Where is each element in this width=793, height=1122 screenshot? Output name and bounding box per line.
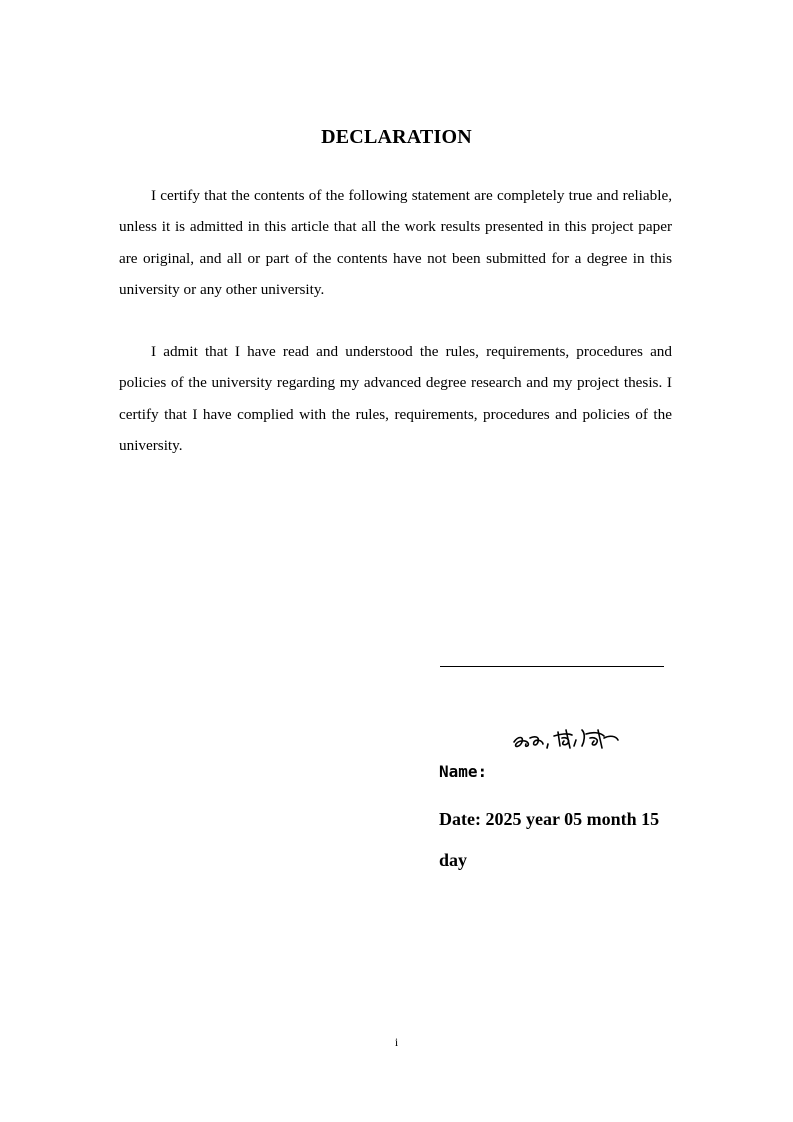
signature-line — [440, 666, 664, 667]
page-number: i — [394, 1035, 399, 1049]
declaration-paragraph-2: I admit that I have read and understood the rules, requirements, procedures and policies of the university regarding my advanced degree research and my project thesis. I certify that I have complied with the rules, requirements, procedures and policies of the university. — [119, 343, 672, 454]
handwritten-signature — [510, 720, 630, 754]
name-label: Name: — [439, 762, 488, 781]
date-label: Date: 2025 year 05 month 15 day — [439, 809, 660, 870]
page-title: DECLARATION — [321, 126, 472, 148]
declaration-paragraph-1: I certify that the contents of the following statement are completely true and reliable, unless it is admitted in this article that all the work results presented in this project paper are original, and all or part of the contents have not been submitted for a degree in this university or any other university. — [119, 187, 672, 298]
